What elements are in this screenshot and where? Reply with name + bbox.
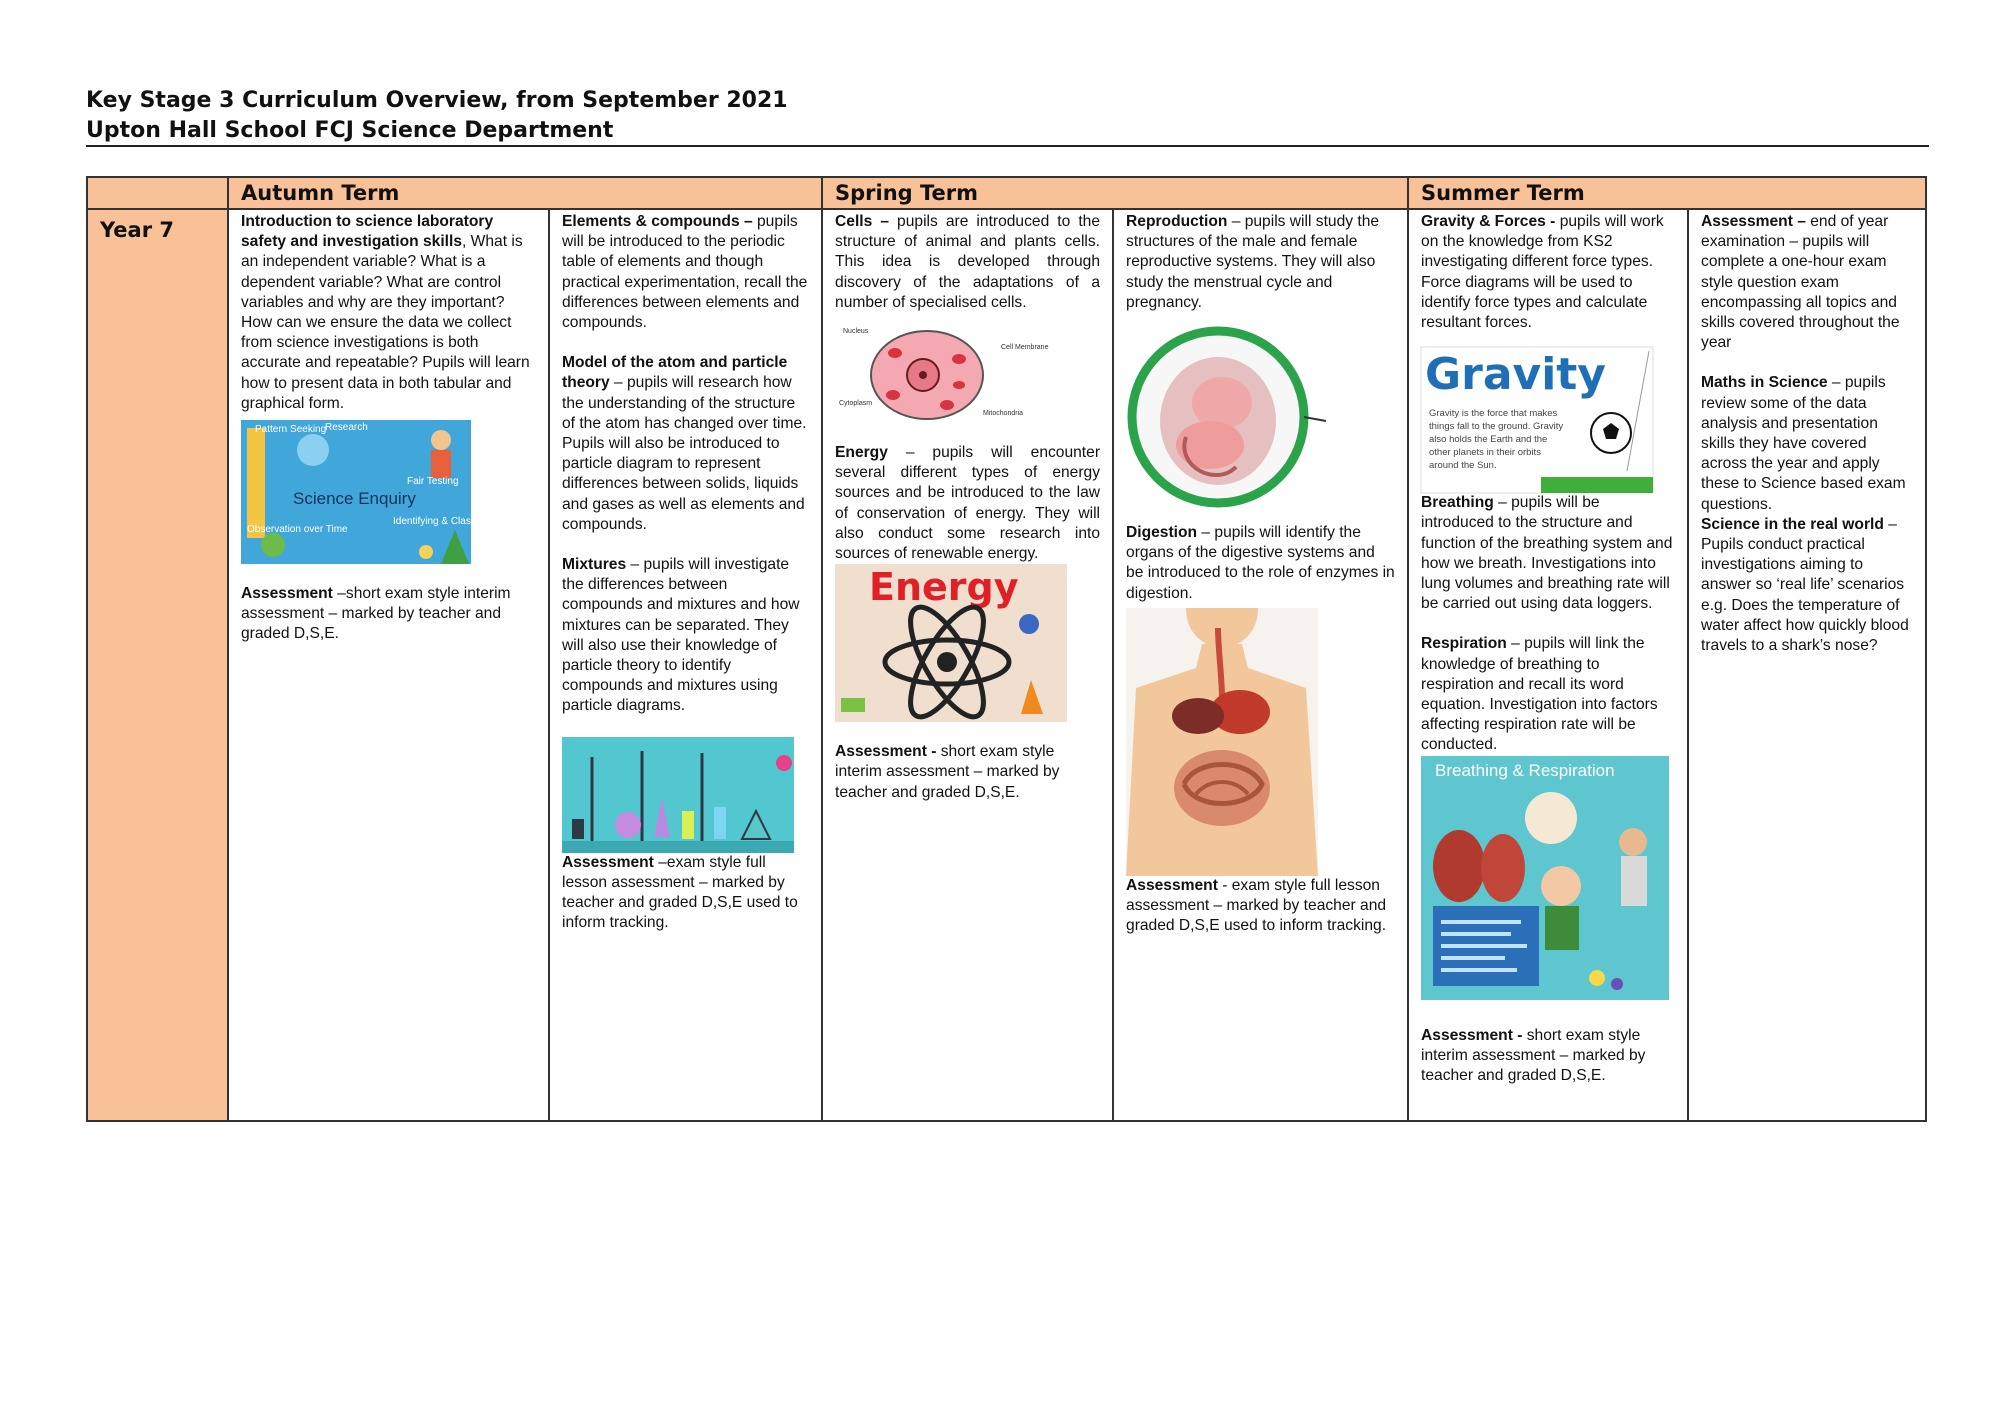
- reproduction-body: – pupils will study the structures of the male and female reproductive systems. They will also study the menstrual cycle and pregnancy.: [1126, 213, 1380, 311]
- cell-membrane-label: Cell Membrane: [1001, 344, 1049, 352]
- atom-topic: [562, 353, 809, 535]
- spring-col4-cell: [1113, 209, 1408, 1121]
- year-label: Year 7: [100, 218, 174, 242]
- respiration-body: – pupils will link the knowledge of breathing to respiration and recall its word equation. Investigation into factors affecting respiration rate will be conducted.: [1421, 635, 1658, 754]
- document-header: [86, 86, 1926, 146]
- breathing-title: Breathing: [1421, 494, 1494, 512]
- energy-image-title: Energy: [869, 565, 1019, 610]
- cytoplasm-label: Cytoplasm: [839, 400, 873, 408]
- spring-term-label: Spring Term: [835, 181, 979, 205]
- maths-title: Maths in Science: [1701, 374, 1828, 392]
- digestion-title: Digestion: [1126, 524, 1198, 542]
- pattern-label: Pattern Seeking: [255, 424, 327, 436]
- breathing-respiration-image: [1421, 756, 1675, 1000]
- maths-body: – pupils review some of the data analysis and presentation skills they have covered across the year and apply these to Science based exam questions.: [1701, 374, 1906, 513]
- corner-cell: [87, 177, 228, 209]
- autumn-col2-cell: [549, 209, 822, 1121]
- energy-body: – pupils will encounter several different types of energy sources and be introduced to the law of conservation of energy. They will also conduct some research into sources of renewable energy.: [835, 444, 1101, 563]
- spring-col3-cell: [822, 209, 1113, 1121]
- atom-title: Model of the atom and particle theory: [562, 354, 788, 392]
- intro-topic: [241, 212, 536, 414]
- col1-assessment-title: Assessment: [241, 585, 333, 603]
- mixtures-body: – pupils will investigate the differences between compounds and mixtures and how mixtures can be separated. They will also use their knowledge of particle theory to identify compounds and mixtures using particle diagrams.: [562, 556, 800, 715]
- research-label: Research: [325, 422, 368, 434]
- fetus-image: [1126, 317, 1395, 523]
- realworld-topic: [1701, 515, 1913, 656]
- animal-cell-image: [835, 319, 1100, 423]
- col6-assessment-body: end of year examination – pupils will complete a one-hour exam style question exam encompassing all topics and skills covered throughout the year: [1701, 213, 1900, 352]
- elements-body: pupils will be introduced to the periodic table of elements and though practical experimentation, recall the differences between elements and compounds.: [562, 213, 808, 332]
- spring-term-header: [822, 177, 1408, 209]
- col2-assessment-body: –exam style full lesson assessment – marked by teacher and graded D,S,E used to inform tracking.: [562, 853, 798, 932]
- science-enquiry-image: [241, 420, 536, 564]
- breathing-topic: [1421, 493, 1675, 614]
- autumn-term-label: Autumn Term: [241, 181, 400, 205]
- col4-assessment: [1126, 876, 1395, 937]
- autumn-col1-cell: [228, 209, 549, 1121]
- energy-topic: [835, 443, 1100, 564]
- term-header-row: [87, 177, 1926, 209]
- col3-assessment-title: Assessment -: [835, 743, 937, 761]
- energy-image: [835, 564, 1100, 722]
- cells-body: pupils are introduced to the structure of animal and plants cells. This idea is developed through discovery of the adaptations of a number of specialised cells.: [835, 213, 1101, 311]
- digestive-system-image: [1126, 608, 1395, 876]
- col5-assessment-body: short exam style interim assessment – marked by teacher and graded D,S,E.: [1421, 1026, 1646, 1085]
- nucleus-label: Nucleus: [843, 328, 869, 336]
- respiration-topic: [1421, 634, 1675, 755]
- elements-topic: [562, 212, 809, 333]
- elements-title: Elements & compounds –: [562, 213, 753, 230]
- fair-testing-label: Fair Testing: [407, 476, 459, 488]
- header-rule: [86, 145, 1929, 147]
- intro-topic-body: , What is an independent variable? What is a dependent variable? What are control variables and why are they important? How can we ensure the data we collect from science investigations is both accurate and repeatable? Pupils will learn how to present data in both tabular and graphical form.: [241, 233, 530, 412]
- gravity-image-title: Gravity: [1425, 349, 1606, 401]
- col6-assessment-title: Assessment –: [1701, 213, 1806, 230]
- energy-title: Energy: [835, 444, 888, 462]
- col5-assessment: [1421, 1026, 1675, 1087]
- science-enquiry-title: Science Enquiry: [293, 489, 416, 509]
- summer-col6-cell: [1688, 209, 1926, 1121]
- col2-assessment-title: Assessment: [562, 853, 654, 871]
- observation-label: Observation over Time: [247, 524, 348, 536]
- autumn-term-header: [228, 177, 822, 209]
- mitochondria-label: Mitochondria: [983, 410, 1024, 418]
- respiration-title: Respiration: [1421, 635, 1507, 653]
- mixtures-topic: [562, 555, 809, 717]
- identifying-label: Identifying & Classifying: [393, 516, 500, 528]
- digestion-topic: [1126, 523, 1395, 604]
- lab-equipment-image: [562, 737, 809, 853]
- gravity-topic: [1421, 212, 1675, 333]
- cells-title: Cells –: [835, 213, 890, 230]
- gravity-image: [1421, 347, 1675, 493]
- col4-assessment-body: - exam style full lesson assessment – marked by teacher and graded D,S,E used to inform tracking.: [1126, 876, 1387, 935]
- reproduction-topic: [1126, 212, 1395, 313]
- mixtures-title: Mixtures: [562, 556, 627, 574]
- summer-col5-cell: [1408, 209, 1688, 1121]
- summer-term-label: Summer Term: [1421, 181, 1585, 205]
- digestion-body: – pupils will identify the organs of the digestive systems and be introduced to the role of enzymes in digestion.: [1126, 524, 1395, 602]
- curriculum-table: [86, 176, 1927, 1122]
- intro-topic-title: Introduction to science laboratory safety and investigation skills: [241, 213, 494, 251]
- year7-row: [87, 209, 1926, 1121]
- col3-assessment-body: short exam style interim assessment – marked by teacher and graded D,S,E.: [835, 743, 1060, 801]
- year-cell: [87, 209, 228, 1121]
- gravity-title: Gravity & Forces -: [1421, 213, 1556, 230]
- gravity-image-text: Gravity is the force that makes things fall to the ground. Gravity also holds the Earth and the other planets in their orbits around the Sun.: [1429, 408, 1564, 472]
- breathing-body: – pupils will be introduced to the structure and function of the breathing system and how we breath. Investigations into lung volumes and breathing rate will be carried out using data loggers.: [1421, 494, 1673, 613]
- col4-assessment-title: Assessment: [1126, 876, 1218, 894]
- document-subtitle: Upton Hall School FCJ Science Department: [86, 118, 614, 143]
- col1-assessment: [241, 584, 536, 645]
- realworld-title: Science in the real world: [1701, 515, 1884, 533]
- col3-assessment: [835, 742, 1100, 803]
- col2-assessment: [562, 853, 809, 934]
- end-of-year-assessment: [1701, 212, 1913, 353]
- cells-topic: [835, 212, 1100, 313]
- summer-term-header: [1408, 177, 1926, 209]
- realworld-body: – Pupils conduct practical investigations aiming to answer so ‘real life’ scenarios e.g. Does the temperature of water affect how quickly blood travels to a shark’s nose?: [1701, 515, 1909, 655]
- maths-topic: [1701, 373, 1913, 514]
- gravity-body: pupils will work on the knowledge from KS2 investigating different force types. Force diagrams will be used to identify force types and calculate resultant forces.: [1421, 213, 1664, 332]
- atom-body: – pupils will research how the understanding of the structure of the atom has changed over time. Pupils will also be introduced to particle diagram to represent differences between solids, liquids and gases as well as elements and compounds.: [562, 374, 807, 533]
- br-image-title: Breathing & Respiration: [1435, 760, 1615, 780]
- document-title: Key Stage 3 Curriculum Overview, from September 2021: [86, 88, 788, 113]
- col1-assessment-body: –short exam style interim assessment – marked by teacher and graded D,S,E.: [241, 585, 511, 643]
- col5-assessment-title: Assessment -: [1421, 1026, 1523, 1044]
- reproduction-title: Reproduction: [1126, 213, 1228, 230]
